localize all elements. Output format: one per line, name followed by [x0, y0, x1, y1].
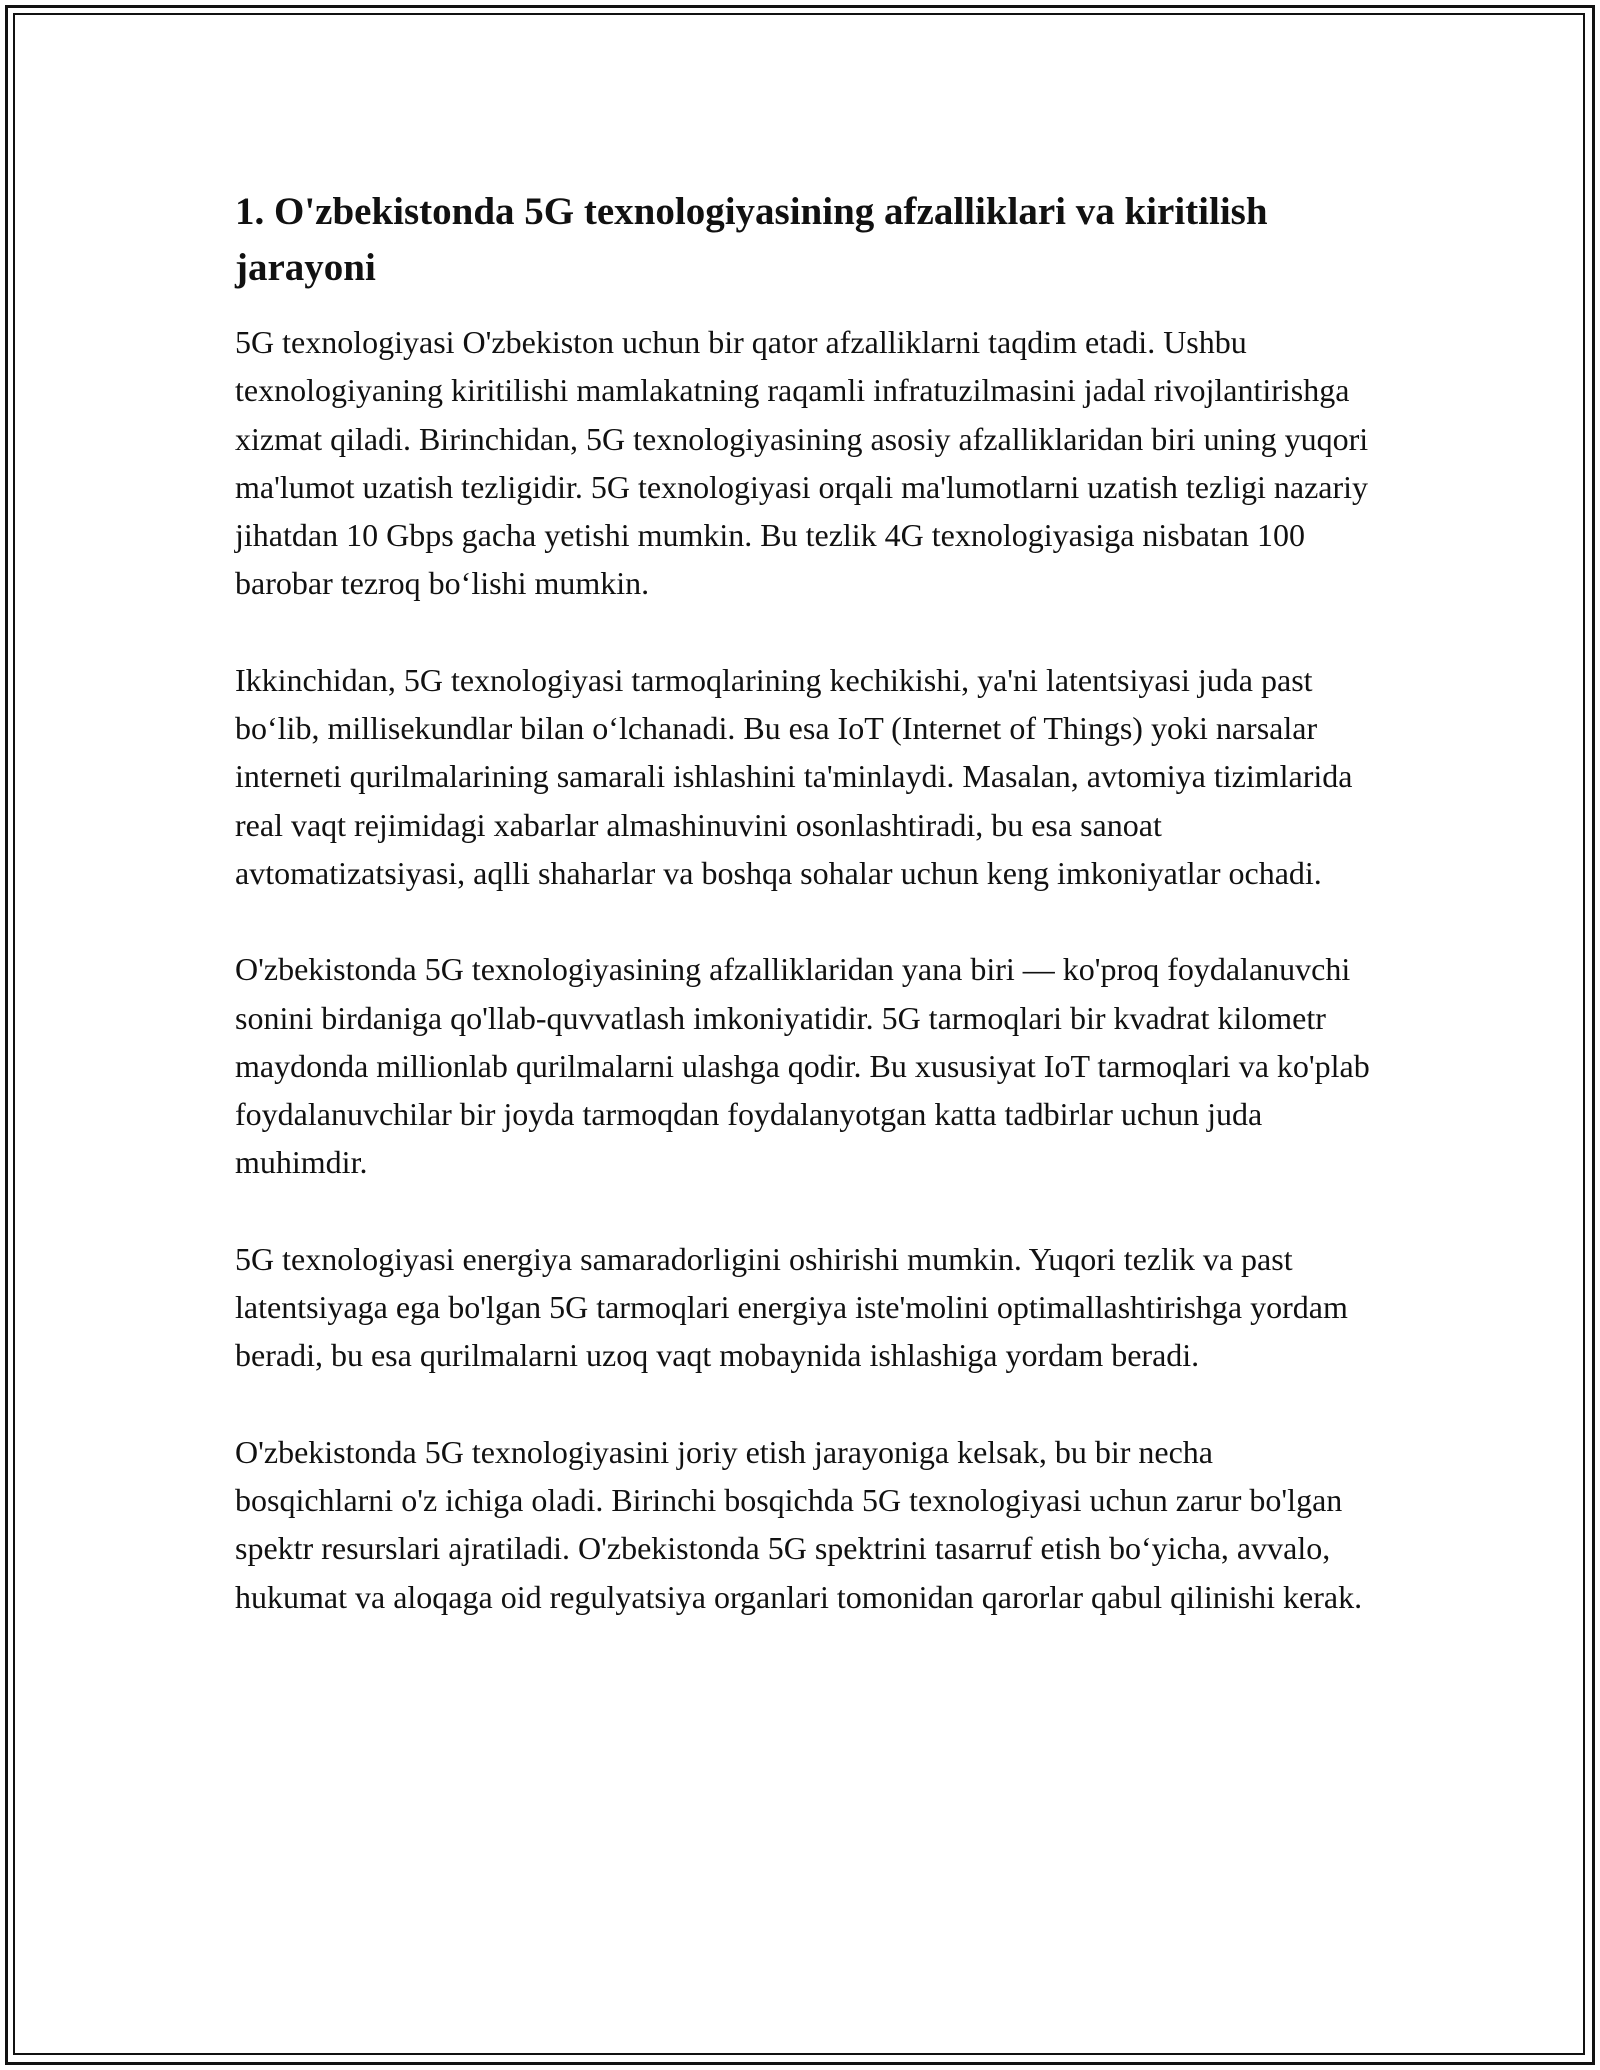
paragraph: O'zbekistonda 5G texnologiyasini joriy etish jarayoniga kelsak, bu bir necha bosqichlarni o'z ichiga oladi. Birinchi bosqichda 5G texnologiyasi uchun zarur bo'lgan spektr resurslari ajratiladi. O'zbekistonda 5G spektrini tasarruf etish bo‘yicha, avvalo, hukumat va aloqaga oid regulyatsiya organlari tomonidan qarorlar qabul qilinishi kerak.: [235, 1433, 1363, 1615]
document-body: [235, 184, 1370, 1621]
paragraph: O'zbekistonda 5G texnologiyasining afzalliklaridan yana biri — ko'proq foydalanuvchi sonini birdaniga qo'llab-quvvatlash imkoniyatidir. 5G tarmoqlari bir kvadrat kilometr maydonda millionlab qurilmalarni ulashga qodir. Bu xususiyat IoT tarmoqlari va ko'plab foydalanuvchilar bir joyda tarmoqdan foydalanyotgan katta tadbirlar uchun juda muhimdir.: [235, 951, 1370, 1181]
paragraph: 5G texnologiyasi O'zbekiston uchun bir qator afzalliklarni taqdim etadi. Ushbu texnologiyaning kiritilishi mamlakatning raqamli infratuzilmasini jadal rivojlantirishga xizmat qiladi. Birinchidan, 5G texnologiyasining asosiy afzalliklaridan biri uning yuqori ma'lumot uzatish tezligidir. 5G texnologiyasi orqali ma'lumotlarni uzatish tezligi nazariy jihatdan 10 Gbps gacha yetishi mumkin. Bu tezlik 4G texnologiyasiga nisbatan 100 barobar tezroq bo‘lishi mumkin.: [235, 324, 1369, 602]
section-heading: 1. O'zbekistonda 5G texnologiyasining afzalliklari va kiritilish jarayoni: [235, 190, 1268, 289]
paragraph: Ikkinchidan, 5G texnologiyasi tarmoqlarining kechikishi, ya'ni latentsiyasi juda past bo‘lib, millisekundlar bilan o‘lchanadi. Bu esa IoT (Internet of Things) yoki narsalar interneti qurilmalarining samarali ishlashini ta'minlaydi. Masalan, avtomiya tizimlarida real vaqt rejimidagi xabarlar almashinuvini osonlashtiradi, bu esa sanoat avtomatizatsiyasi, aqlli shaharlar va boshqa sohalar uchun keng imkoniyatlar ochadi.: [235, 661, 1353, 891]
paragraph: 5G texnologiyasi energiya samaradorligini oshirishi mumkin. Yuqori tezlik va past latentsiyaga ega bo'lgan 5G tarmoqlari energiya iste'molini optimallashtirishga yordam beradi, bu esa qurilmalarni uzoq vaqt mobaynida ishlashiga yordam beradi.: [235, 1240, 1348, 1374]
